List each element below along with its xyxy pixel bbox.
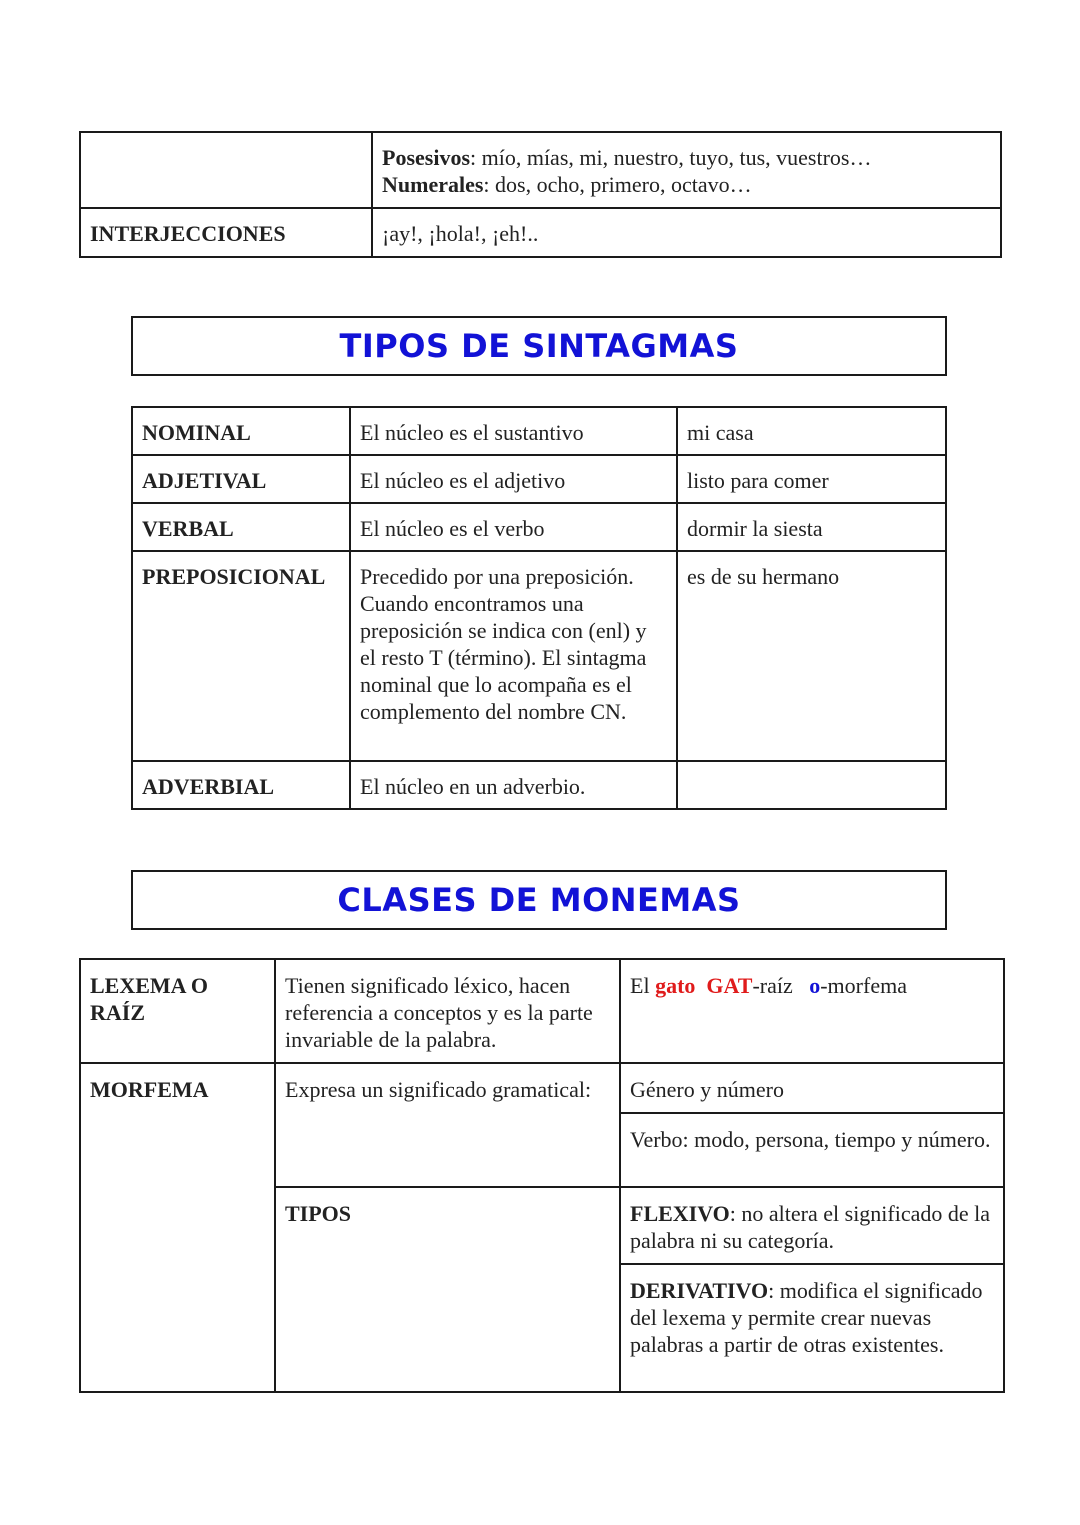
table-row: [80, 1063, 1004, 1113]
example-gato: gato: [655, 973, 696, 998]
sintagma-ejemplo: [677, 761, 946, 809]
example-gat: GAT: [706, 973, 753, 998]
sintagma-desc: El núcleo es el adjetivo: [350, 455, 677, 503]
table-row: [132, 503, 946, 551]
section-title-monemas: CLASES DE MONEMAS: [131, 870, 947, 930]
sintagma-tipo: ADJETIVAL: [132, 455, 350, 503]
sintagma-tipo: ADVERBIAL: [132, 761, 350, 809]
posesivos-term: Posesivos: [382, 145, 470, 170]
table-row: [132, 407, 946, 455]
morfema-desc: Expresa un significado gramatical:: [275, 1063, 620, 1187]
flexivo-term: FLEXIVO: [630, 1201, 730, 1226]
sintagma-desc: El núcleo es el verbo: [350, 503, 677, 551]
example-morfema: -morfema: [820, 973, 907, 998]
row-label-empty: [80, 132, 372, 208]
categorias-table: [79, 131, 1002, 258]
table-row: [80, 208, 1001, 257]
sintagma-desc: El núcleo es el sustantivo: [350, 407, 677, 455]
table-row: [132, 551, 946, 761]
table-row: [80, 959, 1004, 1063]
flexivo-text: : no altera el significado de la palabra ni su categoría.: [630, 1201, 991, 1253]
sintagma-ejemplo: es de su hermano: [677, 551, 946, 761]
derivativo-text: : modifica el significado del lexema y permite crear nuevas palabras a partir de otras existentes.: [630, 1278, 983, 1357]
derivativo-term: DERIVATIVO: [630, 1278, 769, 1303]
morfema-label: MORFEMA: [80, 1063, 275, 1392]
monemas-table: [79, 958, 1005, 1393]
sintagma-ejemplo: mi casa: [677, 407, 946, 455]
tipos-label: TIPOS: [275, 1187, 620, 1392]
example-el: El: [630, 973, 656, 998]
posesivos-text: : mío, mías, mi, nuestro, tuyo, tus, vuestros…: [470, 145, 872, 170]
sintagma-tipo: NOMINAL: [132, 407, 350, 455]
example-raiz: -raíz: [752, 973, 793, 998]
example-o: o: [809, 973, 821, 998]
sintagma-tipo: PREPOSICIONAL: [132, 551, 350, 761]
sintagma-desc: Precedido por una preposición. Cuando encontramos una preposición se indica con (enl) y el resto T (término). El sintagma nominal que lo acompaña es el complemento del nombre CN.: [350, 551, 677, 761]
section-title-sintagmas: TIPOS DE SINTAGMAS: [131, 316, 947, 376]
lexema-example: [620, 959, 1004, 1063]
derivativo-cell: [620, 1264, 1004, 1392]
flexivo-cell: [620, 1187, 1004, 1264]
sintagma-ejemplo: dormir la siesta: [677, 503, 946, 551]
table-row: [132, 455, 946, 503]
sintagma-tipo: VERBAL: [132, 503, 350, 551]
sintagma-desc: El núcleo en un adverbio.: [350, 761, 677, 809]
table-row: [132, 761, 946, 809]
sintagma-ejemplo: listo para comer: [677, 455, 946, 503]
morfema-genero: Género y número: [620, 1063, 1004, 1113]
morfema-verbo: Verbo: modo, persona, tiempo y número.: [620, 1113, 1004, 1187]
lexema-label: LEXEMA O RAÍZ: [80, 959, 275, 1063]
table-row: [80, 132, 1001, 208]
sintagmas-table: [131, 406, 947, 810]
determinantes-cell: [372, 132, 1001, 208]
interjecciones-text: ¡ay!, ¡hola!, ¡eh!..: [372, 208, 1001, 257]
numerales-text: : dos, ocho, primero, octavo…: [483, 172, 752, 197]
lexema-desc: Tienen significado léxico, hacen referencia a conceptos y es la parte invariable de la palabra.: [275, 959, 620, 1063]
interjecciones-label: INTERJECCIONES: [80, 208, 372, 257]
numerales-term: Numerales: [382, 172, 484, 197]
